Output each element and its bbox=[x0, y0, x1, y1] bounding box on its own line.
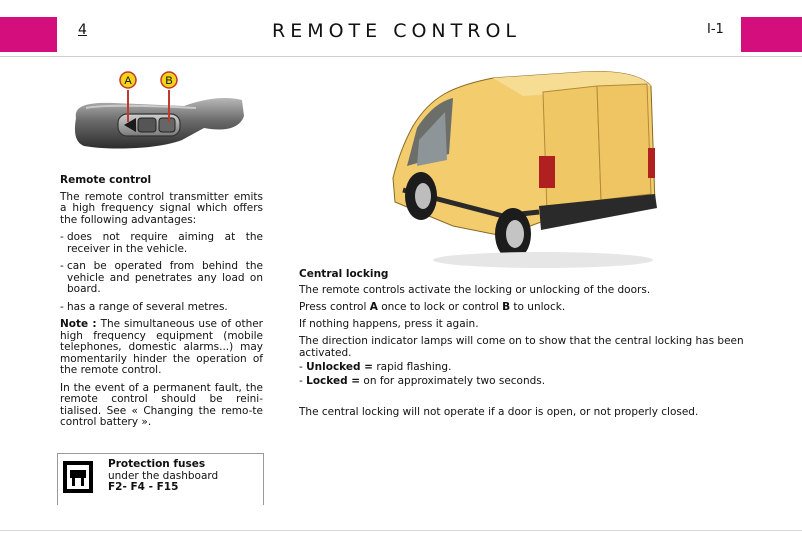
rear-door-left bbox=[543, 86, 601, 212]
note-label: Note : bbox=[60, 318, 97, 330]
central-locking-p2: Press control A once to lock or control B to unlock. bbox=[299, 301, 566, 313]
control-a-ref: A bbox=[369, 301, 378, 313]
fuse-numbers: F2- F4 - F15 bbox=[108, 481, 179, 493]
advantage-1: does not require aiming at the receiver in the vehicle. bbox=[67, 231, 263, 255]
advantage-3: has a range of several metres. bbox=[67, 300, 228, 313]
protection-fuses-box bbox=[57, 453, 264, 505]
remote-control-illustration bbox=[66, 70, 246, 165]
advantage-2: can be operated from behind the vehicle and penetrates any load on board. bbox=[67, 260, 263, 295]
central-locking-p4: The direction indicator lamps will come on to show that the central locking has been activated. bbox=[299, 335, 744, 359]
remote-control-heading: Remote control bbox=[60, 174, 152, 186]
button-b bbox=[159, 118, 175, 132]
rear-hub bbox=[506, 220, 524, 248]
fuse-text bbox=[108, 459, 218, 494]
button-a bbox=[138, 118, 156, 132]
rear-lamp-left bbox=[539, 156, 555, 188]
control-b-ref: B bbox=[502, 301, 511, 313]
rear-door-right bbox=[597, 84, 651, 200]
page-title: REMOTE CONTROL bbox=[272, 20, 521, 42]
label-a: A bbox=[124, 75, 132, 87]
note-paragraph bbox=[60, 319, 263, 377]
fuse-location: under the dashboard bbox=[108, 469, 219, 482]
fault-paragraph: In the event of a permanent fault, the remote control should be reini-tialised. See « Changing the remo-te control battery ». bbox=[60, 381, 263, 428]
van-shadow bbox=[433, 252, 653, 268]
central-locking-heading: Central locking bbox=[299, 268, 389, 280]
section-code: I-1 bbox=[707, 22, 724, 37]
rear-lamp-right bbox=[648, 148, 655, 178]
locked-line: - Locked = on for approximately two seconds. bbox=[299, 375, 546, 387]
left-accent-tab bbox=[0, 17, 57, 52]
note-text: The simultaneous use of other high frequency equipment (mobile telephones, domestic alarms...) may momentarily hinder the operation of the remote control. bbox=[60, 318, 263, 376]
fuse-icon bbox=[63, 461, 93, 493]
right-accent-tab bbox=[741, 17, 802, 52]
front-hub bbox=[415, 183, 431, 209]
remote-control-section bbox=[60, 175, 263, 435]
central-locking-section bbox=[299, 268, 749, 423]
central-locking-p5: The central locking will not operate if a door is open, or not properly closed. bbox=[299, 406, 699, 418]
footer-divider bbox=[0, 530, 802, 531]
page-number: 4 bbox=[78, 22, 87, 38]
list-item: - can be operated from behind the vehicle and penetrates any load on board. bbox=[60, 260, 263, 295]
list-item: - has a range of several metres. bbox=[60, 302, 263, 314]
list-item: - does not require aiming at the receiver in the vehicle. bbox=[60, 231, 263, 255]
header-divider bbox=[0, 56, 802, 57]
remote-control-intro: The remote control transmitter emits a high frequency signal which offers the following advantages: bbox=[60, 190, 263, 226]
fuse-title: Protection fuses bbox=[108, 458, 206, 470]
label-b: B bbox=[165, 75, 173, 87]
central-locking-p1: The remote controls activate the locking or unlocking of the doors. bbox=[299, 284, 651, 296]
unlocked-line: - Unlocked = rapid flashing. bbox=[299, 361, 452, 373]
central-locking-p3: If nothing happens, press it again. bbox=[299, 318, 479, 330]
van-illustration bbox=[383, 66, 663, 271]
